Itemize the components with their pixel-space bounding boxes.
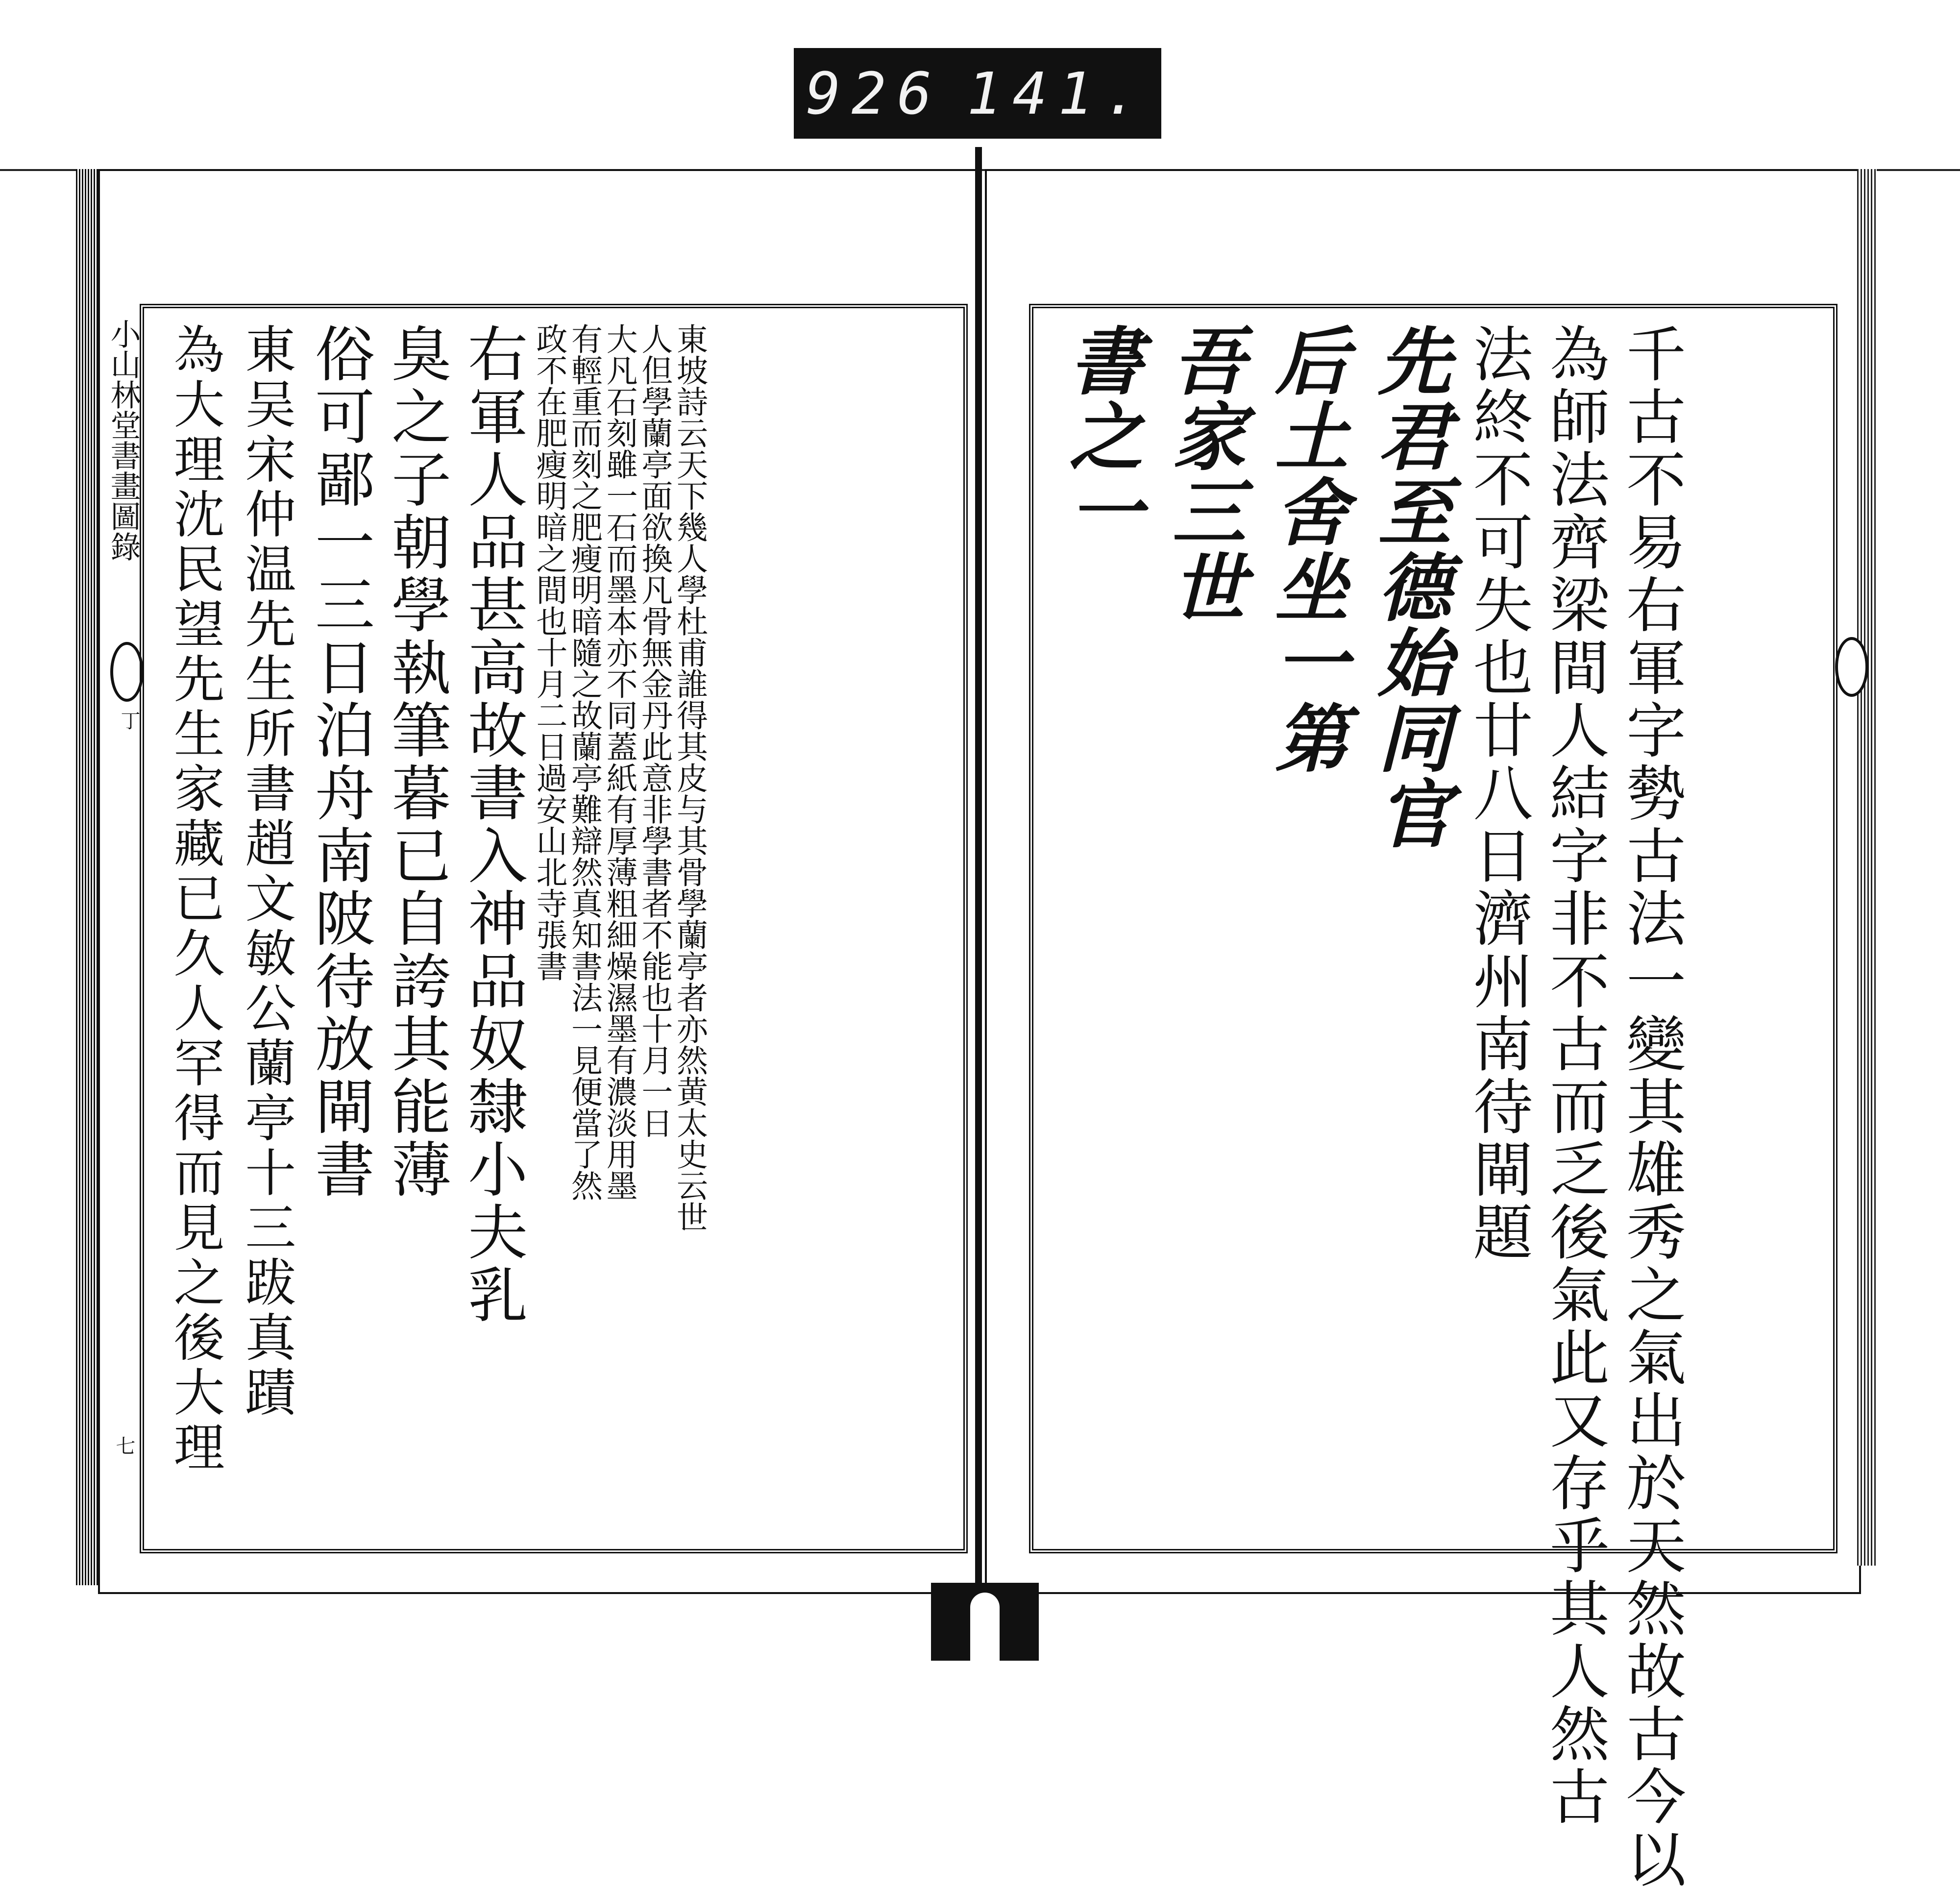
inscription-column: 東坡詩云天下幾人學杜甫誰得其皮与其骨學蘭亭者亦然黄太史云世: [671, 323, 708, 1232]
inscription-column: 千古不易右軍字勢古法一變其雄秀之氣出於天然故古今以: [1616, 323, 1686, 1891]
inscription-column: 為師法齊梁間人結字非不古而乏後氣此又存乎其人然古: [1540, 323, 1610, 1828]
inscription-column: 有輕重而刻之肥瘦明暗隨之故蘭亭難辯然真知書法一見便當了然: [566, 323, 602, 1201]
book-gutter: [975, 147, 982, 1661]
catalog-label: [794, 48, 1161, 139]
book-spine-left: [76, 169, 98, 1585]
inscription-column: 大凡石刻雖一石而墨本亦不同蓋紙有厚薄粗細燥濕墨有濃淡用墨: [601, 323, 637, 1201]
left-text-block: [159, 323, 707, 1539]
inscription-column: 俗可鄙一三日泊舟南陂待放閘書: [305, 323, 375, 1201]
clip-slot: [970, 1593, 1000, 1661]
margin-mark-bottom: 七: [113, 1436, 135, 1455]
inscription-column: 法終不可失也廿八日濟州南待閘題: [1463, 323, 1533, 1264]
inscription-column: 政不在肥瘦明暗之間也十月二日過安山北寺張書: [531, 323, 567, 982]
catalog-number-left: 926: [806, 59, 943, 127]
inscription-column: 人但學蘭亭面欲換凡骨無金丹此意非學書者不能也十月一日: [636, 323, 673, 1138]
inscription-column: 為大理沈民望先生家藏已久人罕得而見之後大理: [165, 323, 225, 1475]
book-spine-right: [1857, 169, 1877, 1566]
catalog-number-right: 141.: [967, 59, 1150, 127]
inscription-column: 右軍人品甚高故書入神品奴隸小夫乳: [458, 323, 528, 1326]
margin-book-title: 小山林堂書畫圖錄: [105, 319, 142, 562]
inscription-column: 臭之子朝學執筆暮已自誇其能薄: [381, 323, 451, 1201]
cursive-column: 吾家三世: [1159, 323, 1246, 625]
cursive-column: 先君至德始同官: [1365, 323, 1451, 851]
margin-mark-top: 丁: [118, 711, 140, 730]
margin-column: [105, 319, 140, 1573]
cursive-column: 后土舍坐一第: [1262, 323, 1348, 776]
binding-ring-right: [1835, 637, 1868, 697]
cursive-column: 書之一: [1056, 323, 1143, 549]
book-clip: [931, 1583, 1039, 1661]
right-text-block: [1048, 323, 1689, 1891]
left-text-frame: [140, 304, 968, 1553]
right-text-frame: [1029, 304, 1838, 1891]
inscription-column: 東吴宋仲温先生所書趙文敏公蘭亭十三跋真蹟: [236, 323, 296, 1421]
